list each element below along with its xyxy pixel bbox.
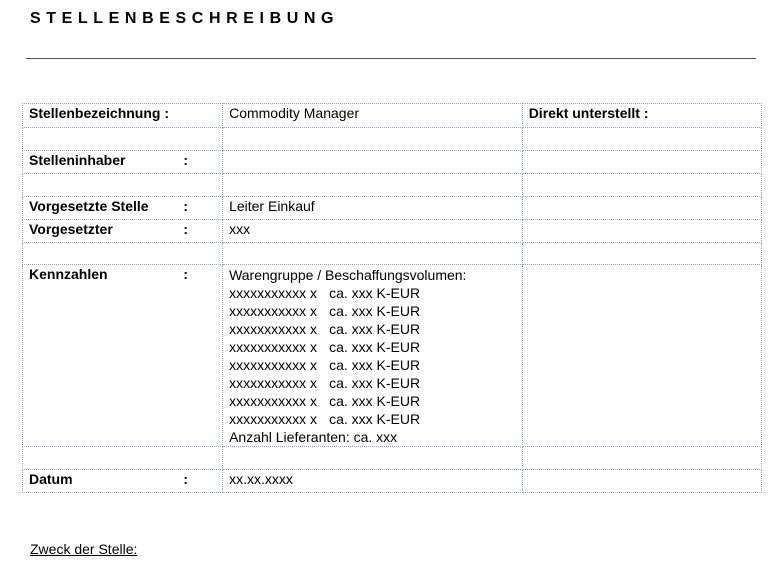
- list-item: xxxxxxxxxxx x ca. xxx K-EUR: [229, 375, 421, 391]
- list-item: xxxxxxxxxxx x ca. xxx K-EUR: [229, 357, 421, 373]
- label-stelleninhaber: Stelleninhaber: [29, 152, 126, 168]
- label-colon: :: [183, 266, 189, 282]
- value-stelleninhaber: [223, 151, 523, 174]
- label-stelleninhaber-cell: [23, 151, 223, 174]
- table-row: [23, 151, 762, 174]
- job-description-table: [22, 103, 762, 493]
- table-row: [23, 104, 762, 128]
- label-vorgesetzte-stelle: Vorgesetzte Stelle: [29, 198, 149, 214]
- table-row: [23, 470, 762, 493]
- table-row-spacer: [23, 243, 762, 265]
- table-row: [23, 265, 762, 447]
- kennzahlen-suppliers: Anzahl Lieferanten: ca. xxx: [229, 429, 398, 445]
- title-divider: [26, 58, 756, 59]
- label-colon: :: [183, 221, 189, 237]
- document-title: STELLENBESCHREIBUNG: [30, 10, 340, 27]
- label-datum-cell: [23, 470, 223, 493]
- list-item: xxxxxxxxxxx x ca. xxx K-EUR: [229, 321, 421, 337]
- table-row-spacer: [23, 174, 762, 197]
- list-item: xxxxxxxxxxx x ca. xxx K-EUR: [229, 339, 421, 355]
- value-datum: xx.xx.xxxx: [223, 470, 523, 493]
- label-colon: :: [183, 471, 189, 487]
- list-item: xxxxxxxxxxx x ca. xxx K-EUR: [229, 303, 421, 319]
- value-kennzahlen: [223, 265, 523, 447]
- section-heading-zweck: Zweck der Stelle:: [30, 541, 138, 557]
- label-vorgesetzter: Vorgesetzter: [29, 221, 113, 237]
- value-vorgesetzte-stelle: Leiter Einkauf: [223, 197, 523, 220]
- label-direkt-unterstellt: Direkt unterstellt :: [522, 104, 761, 128]
- list-item: xxxxxxxxxxx x ca. xxx K-EUR: [229, 285, 421, 301]
- label-kennzahlen: Kennzahlen: [29, 266, 108, 282]
- label-colon: :: [183, 152, 189, 168]
- label-vorgesetzte-stelle-cell: [23, 197, 223, 220]
- label-stellenbezeichnung: Stellenbezeichnung :: [23, 104, 223, 128]
- table-row-spacer: [23, 447, 762, 470]
- label-kennzahlen-cell: [23, 265, 223, 447]
- list-item: xxxxxxxxxxx x ca. xxx K-EUR: [229, 411, 421, 427]
- label-colon: :: [183, 198, 189, 214]
- list-item: xxxxxxxxxxx x ca. xxx K-EUR: [229, 393, 421, 409]
- table-row-spacer: [23, 128, 762, 151]
- kennzahlen-heading: Warengruppe / Beschaffungsvolumen:: [229, 267, 467, 283]
- table-row: [23, 220, 762, 243]
- value-stellenbezeichnung: Commodity Manager: [223, 104, 523, 128]
- table-row: [23, 197, 762, 220]
- value-vorgesetzter: xxx: [223, 220, 523, 243]
- label-vorgesetzter-cell: [23, 220, 223, 243]
- label-datum: Datum: [29, 471, 73, 487]
